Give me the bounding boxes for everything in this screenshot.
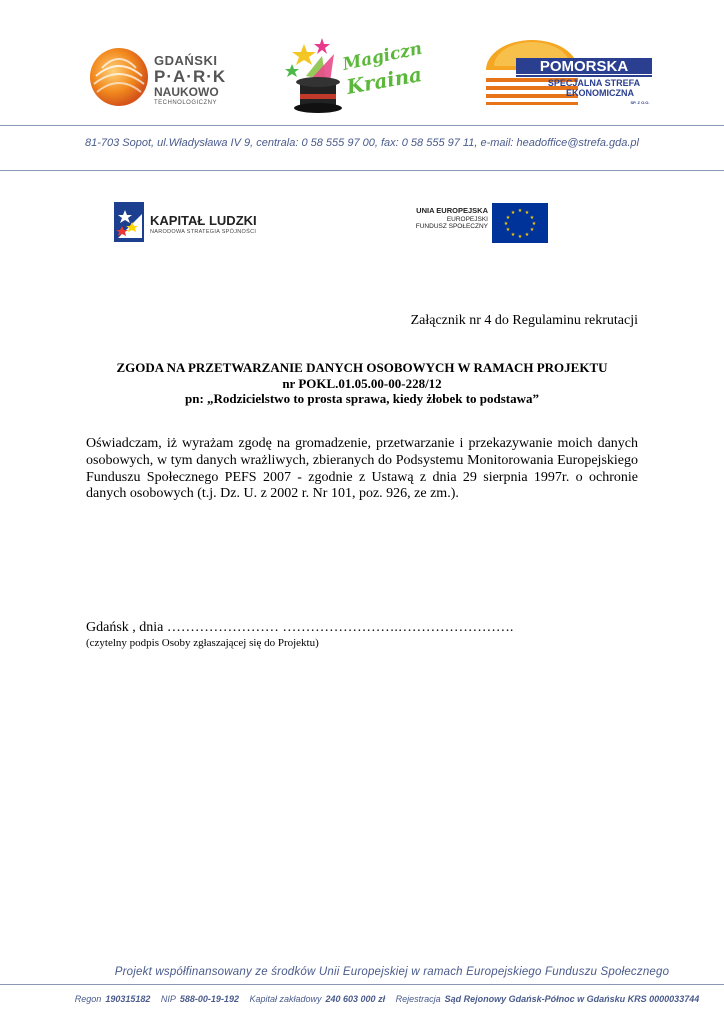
ue-line1: UNIA EUROPEJSKA bbox=[416, 206, 488, 215]
pomorska-strefa-logo bbox=[480, 38, 660, 108]
kraina-line2: Kraina bbox=[344, 62, 422, 99]
svg-text:★: ★ bbox=[529, 227, 535, 233]
park-sphere-icon bbox=[88, 46, 150, 108]
svg-text:★: ★ bbox=[529, 215, 535, 221]
park-line2: P·A·R·K bbox=[154, 67, 227, 86]
regon-label: Regon bbox=[74, 994, 102, 1004]
gdanski-park-logo bbox=[88, 42, 248, 112]
eu-social-fund-logo bbox=[398, 203, 548, 243]
kraina-line1: Magiczna bbox=[340, 36, 422, 75]
svg-text:★: ★ bbox=[524, 210, 530, 216]
park-line1: GDAŃSKI bbox=[154, 53, 218, 68]
ue-line2: EUROPEJSKI bbox=[446, 215, 488, 223]
kapital-ludzki-title: KAPITAŁ LUDZKI bbox=[150, 213, 257, 228]
registry-value: Sąd Rejonowy Gdańsk-Północ w Gdańsku KRS 0000033744 bbox=[444, 994, 700, 1004]
footer-divider bbox=[0, 984, 724, 985]
kapital-ludzki-subtitle: NARODOWA STRATEGIA SPÓJNOŚCI bbox=[150, 229, 257, 235]
title-line2: nr POKL.01.05.00-00-228/12 bbox=[282, 375, 442, 391]
ue-line3: FUNDUSZ SPOŁECZNY bbox=[415, 223, 488, 231]
svg-text:★: ★ bbox=[517, 234, 523, 240]
svg-text:★: ★ bbox=[510, 210, 516, 216]
pomorska-line1: POMORSKA bbox=[539, 58, 629, 75]
svg-text:★: ★ bbox=[510, 232, 516, 238]
eu-flag-icon bbox=[492, 203, 548, 243]
svg-text:★: ★ bbox=[505, 227, 511, 233]
magiczna-kraina-logo bbox=[282, 36, 422, 116]
nip-value: 588-00-19-192 bbox=[179, 994, 239, 1004]
title-line1: ZGODA NA PRZETWARZANIE DANYCH OSOBOWYCH W RAMACH PROJEKTU bbox=[116, 360, 608, 375]
header-logos bbox=[0, 36, 724, 116]
magic-hat-icon bbox=[282, 36, 422, 116]
pomorska-sun-icon bbox=[480, 38, 660, 108]
capital-label: Kapitał zakładowy bbox=[249, 994, 322, 1004]
pomorska-line3: EKONOMICZNA bbox=[566, 88, 634, 98]
signature-line: Gdańsk , dnia …………………… …………………….……………………. bbox=[86, 620, 514, 635]
park-line4: TECHNOLOGICZNY bbox=[154, 100, 218, 106]
kapital-ludzki-icon bbox=[112, 200, 148, 244]
svg-text:★: ★ bbox=[531, 221, 537, 227]
cofinancing-note: Projekt współfinansowany ze środków Unii Europejskiej w ramach Europejskiego Funduszu Społecznego bbox=[114, 966, 670, 978]
header-bottom-divider bbox=[0, 170, 724, 171]
contact-line: 81-703 Sopot, ul.Władysława IV 9, centrala: 0 58 555 97 00, fax: 0 58 555 97 11, e-mail: headoffice@strefa.gda.pl bbox=[85, 137, 639, 149]
nip-label: NIP bbox=[160, 994, 176, 1004]
consent-statement: Oświadczam, iż wyrażam zgodę na gromadzenie, przetwarzanie i przekazywanie moich danych osobowych, w tym danych wrażliwych, zbieranych do Podsystemu Monitorowania Europejskiego Funduszu Społecznego PEFS 2007 - zgodnie z Ustawą z dnia 29 sierpnia 1997r. o ochronie danych osobowych (t.j. Dz. U. z 2002 r. Nr 101, poz. 926, ze zm.). bbox=[86, 436, 638, 502]
svg-text:★: ★ bbox=[517, 208, 523, 214]
registry-label: Rejestracja bbox=[395, 994, 441, 1004]
pomorska-line4: SP. Z O.O. bbox=[630, 100, 650, 105]
title-line3: pn: „Rodzicielstwo to prosta sprawa, kiedy żłobek to podstawa” bbox=[184, 391, 540, 407]
regon-value: 190315182 bbox=[105, 994, 151, 1004]
svg-text:★: ★ bbox=[505, 215, 511, 221]
document-title bbox=[86, 360, 638, 407]
pomorska-line2: SPECJALNA STREFA bbox=[547, 78, 641, 88]
svg-text:★: ★ bbox=[524, 232, 530, 238]
header-top-divider bbox=[0, 125, 724, 126]
park-line3: NAUKOWO bbox=[154, 85, 219, 99]
capital-value: 240 603 000 zł bbox=[325, 994, 386, 1004]
company-registration bbox=[0, 994, 724, 1004]
svg-text:★: ★ bbox=[503, 221, 509, 227]
kapital-ludzki-logo bbox=[112, 198, 272, 248]
annex-label: Załącznik nr 4 do Regulaminu rekrutacji bbox=[410, 313, 638, 328]
signature-caption: (czytelny podpis Osoby zgłaszającej się do Projektu) bbox=[86, 637, 319, 649]
